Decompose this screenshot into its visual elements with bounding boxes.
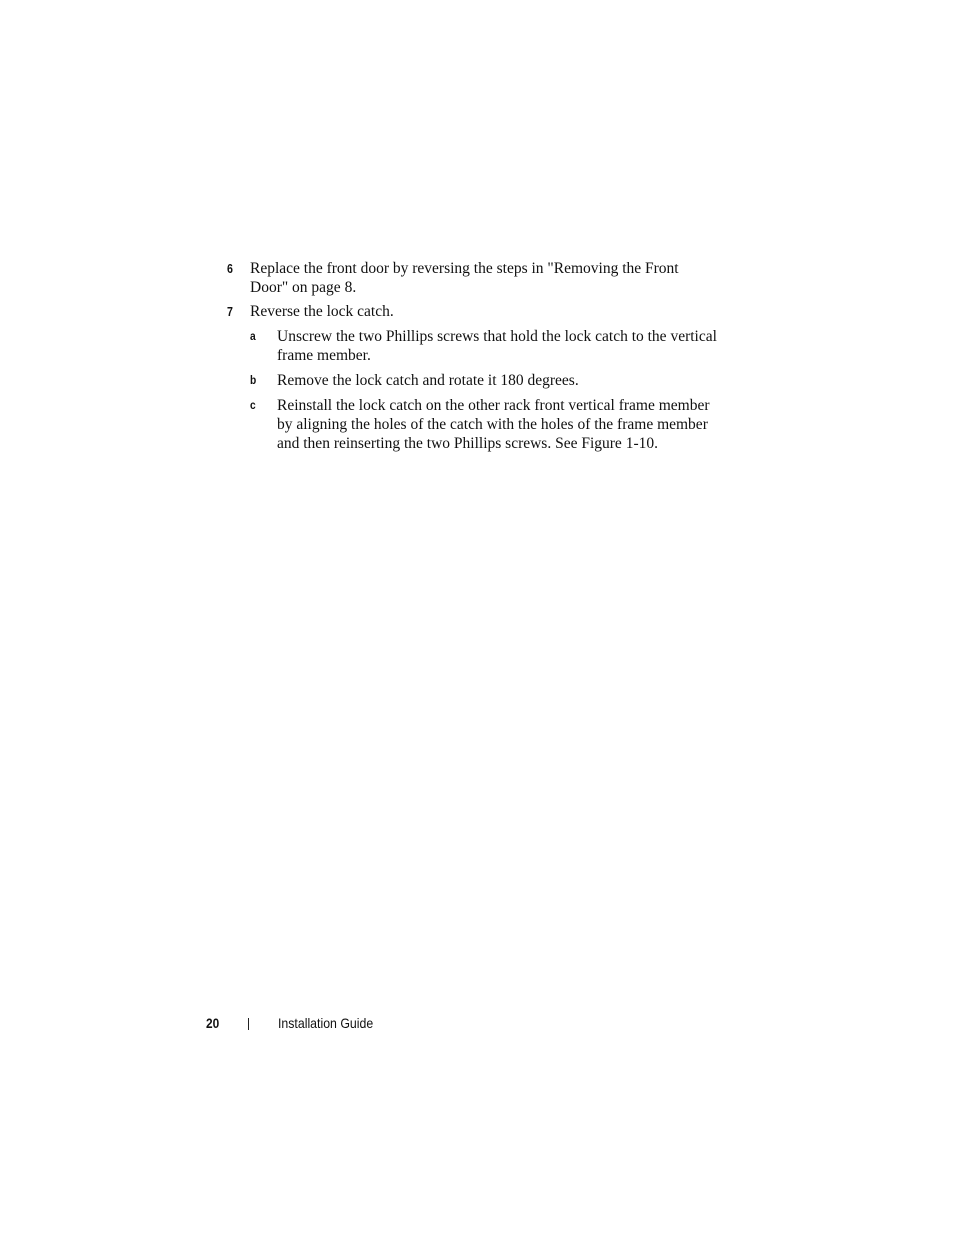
substep-letter: b <box>250 373 257 387</box>
substep-text: Remove the lock catch and rotate it 180 degrees. <box>277 372 579 389</box>
substep-letter: a <box>250 329 256 343</box>
step-number: 7 <box>227 304 233 319</box>
step-number: 6 <box>227 261 233 276</box>
step-text: Reverse the lock catch. <box>250 303 394 320</box>
footer-separator <box>248 1018 249 1030</box>
footer-title: Installation Guide <box>278 1015 374 1031</box>
page-number: 20 <box>206 1015 220 1031</box>
step-text: Replace the front door by reversing the steps in "Removing the Front Door" on page 8. <box>250 260 679 296</box>
substep-text: Reinstall the lock catch on the other rack front vertical frame member by aligning the holes of the catch with the holes of the frame member and then reinserting the two Phillips screws. See Figure 1-10. <box>277 397 710 452</box>
substep-letter: c <box>250 398 256 412</box>
substep-text: Unscrew the two Phillips screws that hold the lock catch to the vertical frame member. <box>277 328 717 364</box>
